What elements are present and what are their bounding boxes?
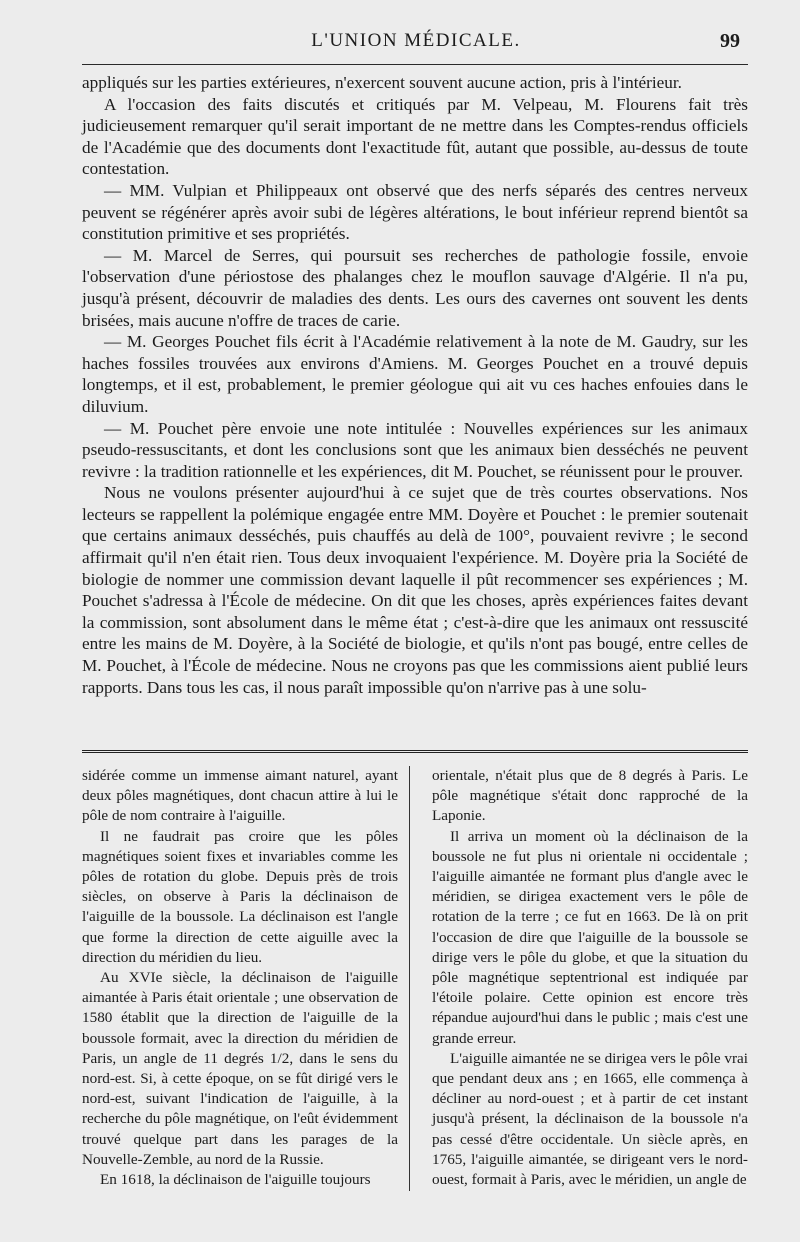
running-title: L'UNION MÉDICALE. — [311, 30, 521, 51]
left-column — [82, 766, 398, 1190]
page-header — [82, 26, 750, 56]
paragraph: sidérée comme un immense aimant naturel, ayant deux pôles magnétiques, dont chacun attire à lui le pôle de nom contraire à l'aiguille. — [82, 767, 398, 825]
section-divider-rule — [82, 750, 748, 753]
two-column-feuilleton — [82, 766, 748, 1206]
paragraph: appliqués sur les parties extérieures, n'exercent souvent aucune action, pris à l'intérieur. — [82, 73, 682, 92]
header-rule — [82, 64, 748, 65]
paragraph: — M. Pouchet père envoie une note intitulée : Nouvelles expériences sur les animaux pseudo-ressuscitants, et dont les conclusions sont que les animaux bien desséchés ne peuvent revivre : la tradition rationnelle et les expériences, dit M. Pouchet, se réunissent pour le prouver. — [82, 418, 748, 481]
right-column — [432, 766, 748, 1190]
paragraph: Il ne faudrait pas croire que les pôles magnétiques soient fixes et invariables comme les pôles de rotation du globe. Depuis près de trois siècles, on observe à Paris la déclinaison de l'aiguille de la boussole. La déclinaison est l'angle que forme la direction de cette aiguille avec la direction du méridien du lieu. — [82, 827, 398, 966]
paragraph: Au XVIe siècle, la déclinaison de l'aiguille aimantée à Paris était orientale ; une observation de 1580 établit que la direction de l'aiguille de la boussole formait, avec la direction du méridien de Paris, un angle de 11 degrés 1/2, dans le sens du nord-est. Si, à cette époque, on se fût dirigé vers le nord-est, suivant l'indication de l'aiguille, à la recherche du pôle magnétique, on l'eût évidemment trouvé quelque part dans les parages de la Nouvelle-Zemble, au nord de la Russie. — [82, 969, 398, 1168]
paragraph: A l'occasion des faits discutés et critiqués par M. Velpeau, M. Flourens fait très judicieusement remarquer qu'il serait important de ne mettre dans les Comptes-rendus officiels de l'Académie que des documents dont l'exactitude fût, autant que possible, au-dessus de toute contestation. — [82, 94, 748, 179]
top-section — [82, 72, 748, 698]
paragraph: L'aiguille aimantée ne se dirigea vers le pôle vrai que pendant deux ans ; en 1665, elle commença à décliner au nord-ouest ; et à partir de cet instant jusqu'à présent, la déclinaison de la boussole n'a pas cessé d'être occidentale. Un siècle après, en 1765, l'aiguille aimantée, se dirigeant vers le nord-ouest, formait à Paris, avec le méridien, un angle de — [432, 1049, 748, 1189]
paragraph: — M. Marcel de Serres, qui poursuit ses recherches de pathologie fossile, envoie l'observation d'une périostose des phalanges chez le mouflon sauvage d'Algérie. Il n'a pu, jusqu'à présent, découvrir de maladies des dents. Les ours des cavernes ont souvent les dents brisées, mais aucune n'offre de traces de carie. — [82, 245, 748, 330]
paragraph: — MM. Vulpian et Philippeaux ont observé que des nerfs séparés des centres nerveux peuvent se régénérer après avoir subi de légères altérations, le bout inférieur reprend bientôt sa constitution primitive et ses propriétés. — [82, 180, 748, 244]
column-divider — [409, 766, 410, 1191]
paragraph: orientale, n'était plus que de 8 degrés à Paris. Le pôle magnétique s'était donc rapproché de la Laponie. — [432, 767, 748, 825]
paragraph: — M. Georges Pouchet fils écrit à l'Académie relativement à la note de M. Gaudry, sur les haches fossiles trouvées aux environs d'Amiens. M. Georges Pouchet en a trouvé depuis longtemps, et il est, probablement, le premier géologue qui ait vu ces haches enfouies dans le diluvium. — [82, 332, 748, 416]
paragraph: Nous ne voulons présenter aujourd'hui à ce sujet que de très courtes observations. Nos lecteurs se rappellent la polémique engagée entre MM. Doyère et Pouchet : le premier soutenait que certains animaux desséchés, puis chauffés au delà de 100°, pouvaient revivre ; le second affirmait qu'il n'en était rien. Tous deux invoquaient l'expérience. M. Doyère pria la Société de biologie de nommer une commission devant laquelle il pût recommencer ses expériences ; M. Pouchet s'adressa à l'École de médecine. On dit que les choses, après expériences faites devant la commission, sont absolument dans le même état ; c'est-à-dire que les animaux ont ressuscité entre les mains de M. Doyère, à la Société de biologie, et qu'ils n'ont pas bougé, entre celles de M. Pouchet, à l'École de médecine. Nous ne croyons pas que les commissions aient publié leurs rapports. Dans tous les cas, il nous paraît impossible qu'on n'arrive pas à une solu- — [82, 483, 748, 697]
paragraph: En 1618, la déclinaison de l'aiguille toujours — [100, 1171, 371, 1189]
page-number: 99 — [720, 30, 740, 52]
paragraph: Il arriva un moment où la déclinaison de la boussole ne fut plus ni orientale ni occidentale ; l'aiguille aimantée ne formant plus d'angle avec le méridien, se dirigea exactement vers le pôle de rotation de la terre ; ce fut en 1663. De là on prit l'occasion de dire que l'aiguille de la boussole se dirige vers le pôle du globe, et que la situation du pôle magnétique septentrional est indiquée par l'étoile polaire. Cette opinion est encore très répandue aujourd'hui dans le public ; mais c'est une grande erreur. — [432, 827, 748, 1047]
